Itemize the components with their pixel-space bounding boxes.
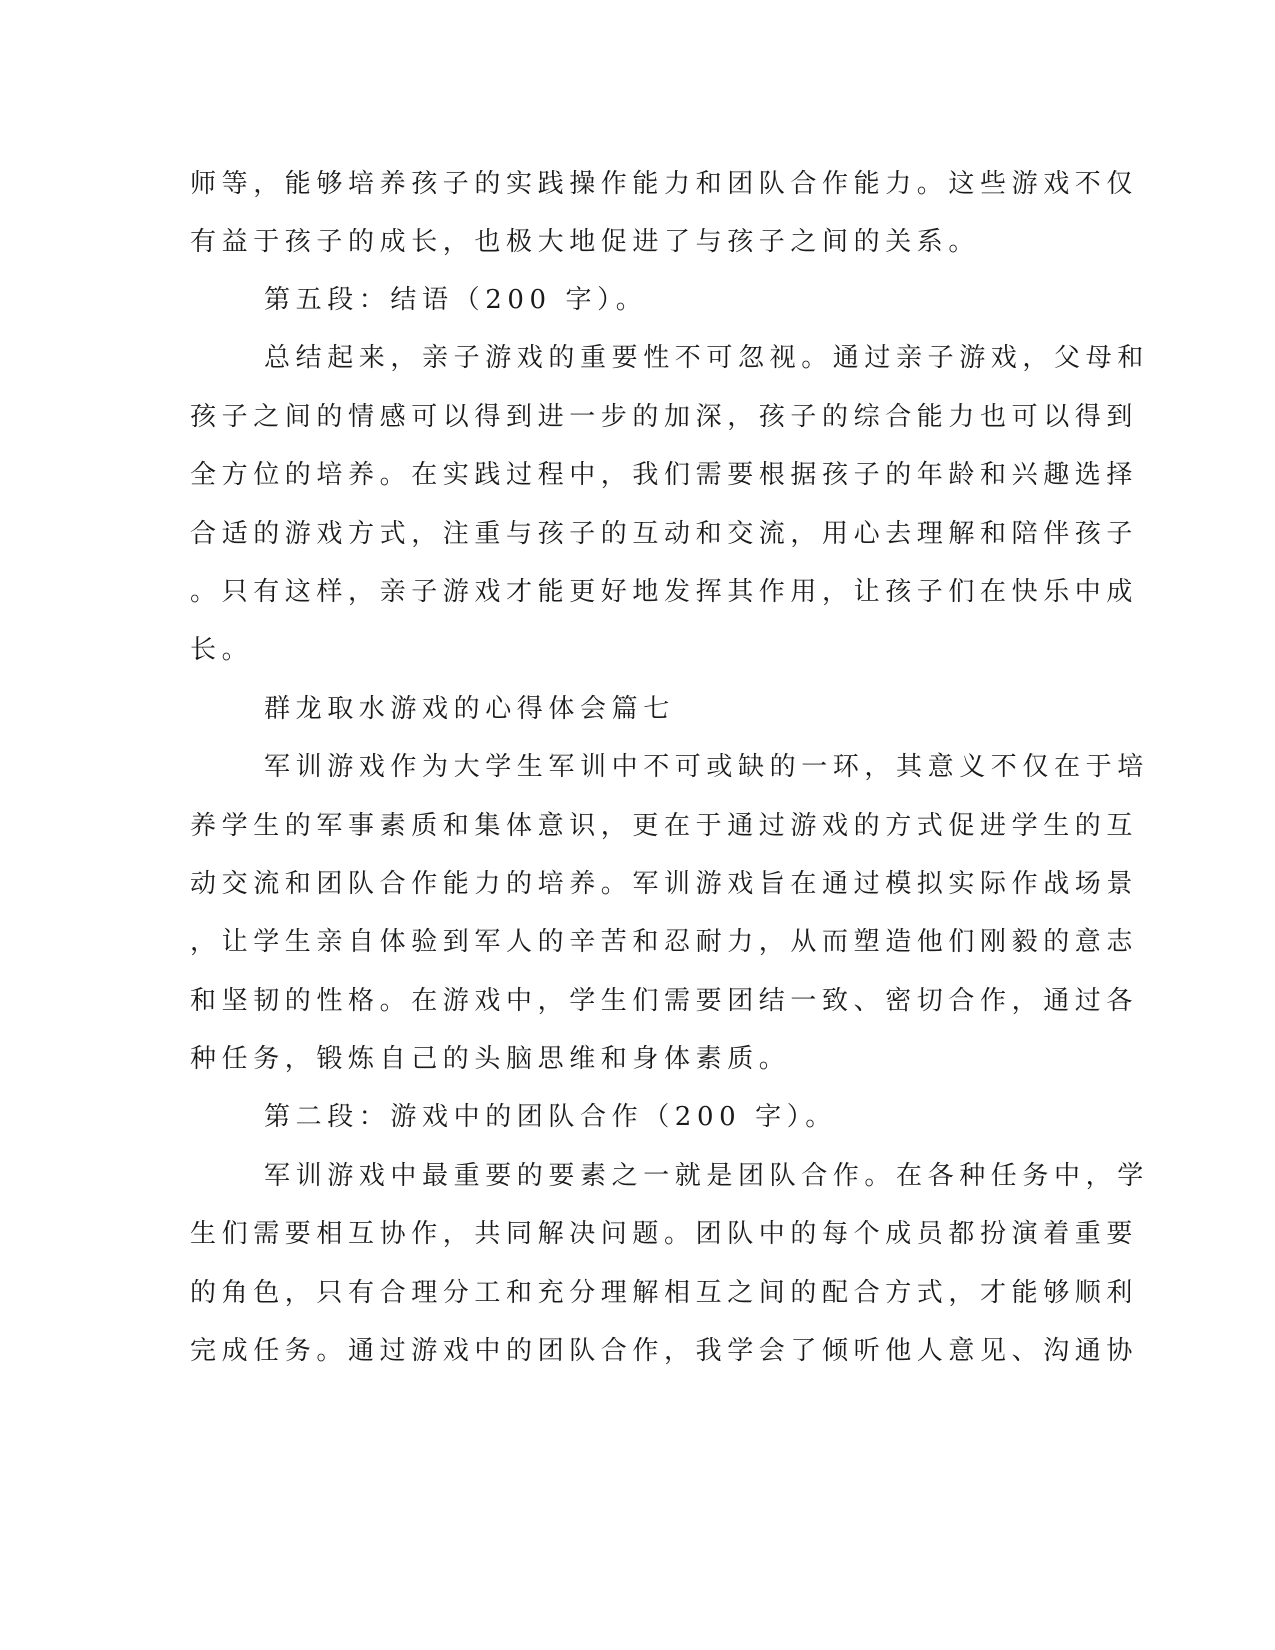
text-line: 种任务，锻炼自己的头脑思维和身体素质。 — [190, 1044, 791, 1074]
text-line: 全方位的培养。在实践过程中，我们需要根据孩子的年龄和兴趣选择 — [190, 460, 1139, 490]
text-line: 合适的游戏方式，注重与孩子的互动和交流，用心去理解和陪伴孩子 — [190, 519, 1139, 549]
text-line: 动交流和团队合作能力的培养。军训游戏旨在通过模拟实际作战场景 — [190, 869, 1139, 899]
paragraph-first-line: 军训游戏中最重要的要素之一就是团队合作。在各种任务中，学 — [264, 1161, 1149, 1191]
section-heading: 第二段：游戏中的团队合作（200 字）。 — [264, 1102, 837, 1132]
section-heading: 第五段：结语（200 字）。 — [264, 285, 648, 315]
text-line: 长。 — [190, 635, 254, 665]
paragraph-first-line: 总结起来，亲子游戏的重要性不可忽视。通过亲子游戏，父母和 — [264, 343, 1149, 373]
text-line: 的角色，只有合理分工和充分理解相互之间的配合方式，才能够顺利 — [190, 1278, 1139, 1308]
text-line: 有益于孩子的成长，也极大地促进了与孩子之间的关系。 — [190, 227, 981, 257]
text-line: 生们需要相互协作，共同解决问题。团队中的每个成员都扮演着重要 — [190, 1219, 1139, 1249]
text-line: 师等，能够培养孩子的实践操作能力和团队合作能力。这些游戏不仅 — [190, 169, 1139, 199]
article-title: 群龙取水游戏的心得体会篇七 — [264, 694, 675, 724]
text-line: 和坚韧的性格。在游戏中，学生们需要团结一致、密切合作，通过各 — [190, 986, 1139, 1016]
text-line: ，让学生亲自体验到军人的辛苦和忍耐力，从而塑造他们刚毅的意志 — [190, 927, 1139, 957]
text-line: 。只有这样，亲子游戏才能更好地发挥其作用，让孩子们在快乐中成 — [190, 577, 1139, 607]
text-line: 完成任务。通过游戏中的团队合作，我学会了倾听他人意见、沟通协 — [190, 1336, 1139, 1366]
text-line: 养学生的军事素质和集体意识，更在于通过游戏的方式促进学生的互 — [190, 811, 1139, 841]
paragraph-first-line: 军训游戏作为大学生军训中不可或缺的一环，其意义不仅在于培 — [264, 752, 1149, 782]
text-line: 孩子之间的情感可以得到进一步的加深，孩子的综合能力也可以得到 — [190, 402, 1139, 432]
